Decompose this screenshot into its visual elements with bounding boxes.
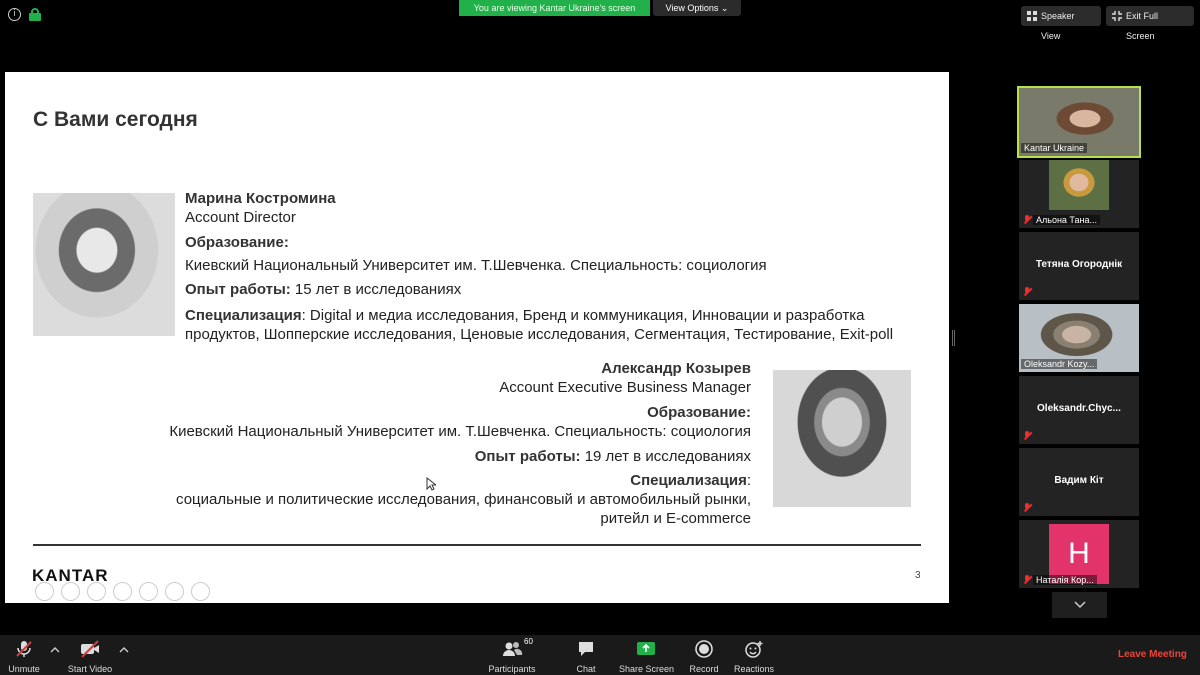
person1-name: Марина Костромина	[185, 190, 336, 207]
prev-slide-icon[interactable]	[35, 582, 54, 601]
person2-education: Киевский Национальный Университет им. Т.Шевченка. Специальность: социология	[169, 423, 751, 440]
scroll-participants-down-button[interactable]	[1052, 592, 1107, 618]
speaker-view-button[interactable]	[1021, 6, 1101, 41]
view-options-button[interactable]: View Options ⌄	[653, 0, 741, 16]
chevron-up-icon	[119, 647, 129, 653]
person2-specialization-colon: :	[746, 472, 751, 489]
share-screen-label: Share Screen	[619, 664, 675, 674]
participant-name: Kantar Ukraine	[1021, 143, 1087, 153]
chat-label: Chat	[576, 664, 596, 674]
chat-button[interactable]	[572, 639, 600, 674]
participants-count: 60	[524, 637, 533, 646]
mic-muted-icon	[1023, 575, 1032, 584]
exit-full-screen-button[interactable]	[1106, 6, 1194, 41]
participant-tile[interactable]	[1019, 304, 1139, 372]
participant-tile[interactable]	[1019, 232, 1139, 300]
more-icon[interactable]	[191, 582, 210, 601]
reactions-label: Reactions	[734, 664, 775, 674]
person2-experience	[475, 448, 751, 465]
participants-icon	[501, 639, 523, 659]
kantar-logo: KANTAR	[32, 566, 109, 585]
chat-icon	[576, 639, 596, 659]
person2-name: Александр Козырев	[601, 360, 751, 377]
slide-page-number: 3	[915, 570, 921, 581]
person1-specialization-line1: : Digital и медиа исследования, Бренд и коммуникация, Инновации и разработка	[301, 307, 865, 324]
start-video-label: Start Video	[67, 664, 113, 674]
participant-tile[interactable]	[1019, 520, 1139, 588]
video-options-caret[interactable]	[119, 645, 129, 655]
mic-muted-icon	[1023, 431, 1032, 440]
meeting-toolbar	[0, 635, 1200, 675]
unmute-button[interactable]	[6, 639, 42, 674]
person1-education: Киевский Национальный Университет им. Т.Шевченка. Специальность: социология	[185, 257, 767, 274]
speaker-view-icon	[1027, 11, 1037, 21]
participant-tile-active[interactable]	[1017, 86, 1141, 158]
person2-specialization-label: Специализация	[630, 472, 747, 489]
exit-fullscreen-icon	[1112, 11, 1122, 21]
leave-meeting-button[interactable]: Leave Meeting	[1118, 649, 1187, 660]
speaker-view-label: Speaker View	[1041, 11, 1075, 41]
participants-button[interactable]	[486, 639, 538, 674]
person1-role: Account Director	[185, 209, 296, 226]
next-slide-icon[interactable]	[61, 582, 80, 601]
reactions-smiley-icon	[743, 639, 765, 659]
viewing-screen-banner: You are viewing Kantar Ukraine's screen	[459, 0, 650, 16]
person2-specialization-heading	[630, 472, 751, 489]
person2-specialization-line2: ритейл и E-commerce	[600, 510, 751, 527]
person2-specialization-line1: социальные и политические исследования, финансовый и автомобильный рынки,	[176, 491, 751, 508]
participant-name: Альона Тана...	[1033, 215, 1100, 225]
person1-experience	[185, 281, 461, 298]
participant-tile[interactable]	[1019, 376, 1139, 444]
person1-education-label: Образование:	[185, 234, 289, 251]
person1-experience-value: 15 лет в исследованиях	[290, 281, 462, 298]
share-screen-button[interactable]	[619, 639, 673, 674]
reactions-button[interactable]	[734, 639, 774, 674]
participant-name: Oleksandr Kozy...	[1021, 359, 1097, 369]
person2-education-label: Образование:	[647, 404, 751, 421]
audio-options-caret[interactable]	[50, 645, 60, 655]
participant-name: Oleksandr.Chyc...	[1037, 403, 1121, 414]
chevron-up-icon	[50, 647, 60, 653]
person2-experience-value: 19 лет в исследованиях	[580, 448, 751, 465]
record-label: Record	[689, 664, 719, 674]
person1-experience-label: Опыт работы:	[185, 281, 291, 298]
participant-name: Вадим Кіт	[1054, 475, 1104, 486]
start-video-button[interactable]	[66, 639, 114, 674]
participant-video	[1049, 160, 1109, 210]
record-button[interactable]	[688, 639, 720, 674]
copy-icon[interactable]	[113, 582, 132, 601]
participant-tile[interactable]	[1019, 160, 1139, 228]
record-icon	[694, 639, 714, 659]
top-status-icons	[8, 8, 41, 21]
person2-role: Account Executive Business Manager	[499, 379, 751, 396]
slide-divider	[33, 544, 921, 546]
slide-title: С Вами сегодня	[33, 108, 198, 131]
slides-icon[interactable]	[165, 582, 184, 601]
person2-experience-label: Опыт работы:	[474, 448, 581, 465]
shared-screen-slide	[5, 72, 949, 603]
participants-label: Participants	[488, 664, 536, 674]
exit-full-screen-label: Exit Full Screen	[1126, 11, 1159, 41]
info-icon[interactable]: i	[8, 8, 21, 21]
video-camera-off-icon	[79, 639, 101, 659]
avatar: H	[1049, 524, 1109, 584]
person1-photo	[33, 193, 175, 336]
lock-icon[interactable]	[29, 8, 41, 21]
unmute-label: Unmute	[8, 664, 40, 674]
person1-specialization-line2: продуктов, Шопперские исследования, Ценовые исследования, Сегментация, Тестирование, Exit-poll	[185, 326, 894, 343]
person2-photo	[773, 370, 911, 507]
slide-annotation-tools	[35, 582, 210, 601]
split-resize-handle[interactable]	[952, 330, 955, 346]
microphone-muted-icon	[14, 639, 34, 659]
zoom-icon[interactable]	[139, 582, 158, 601]
mic-muted-icon	[1023, 503, 1032, 512]
mouse-cursor-icon	[426, 477, 436, 491]
participant-name: Наталія Кор...	[1033, 575, 1097, 585]
participant-tile[interactable]	[1019, 448, 1139, 516]
mic-muted-icon	[1023, 287, 1032, 296]
participant-name: Тетяна Огороднік	[1035, 259, 1123, 270]
pen-icon[interactable]	[87, 582, 106, 601]
person1-specialization	[185, 307, 864, 324]
person1-specialization-label: Специализация	[185, 307, 302, 324]
mic-muted-icon	[1023, 215, 1032, 224]
share-screen-icon	[635, 639, 657, 659]
chevron-down-icon	[1074, 601, 1086, 609]
